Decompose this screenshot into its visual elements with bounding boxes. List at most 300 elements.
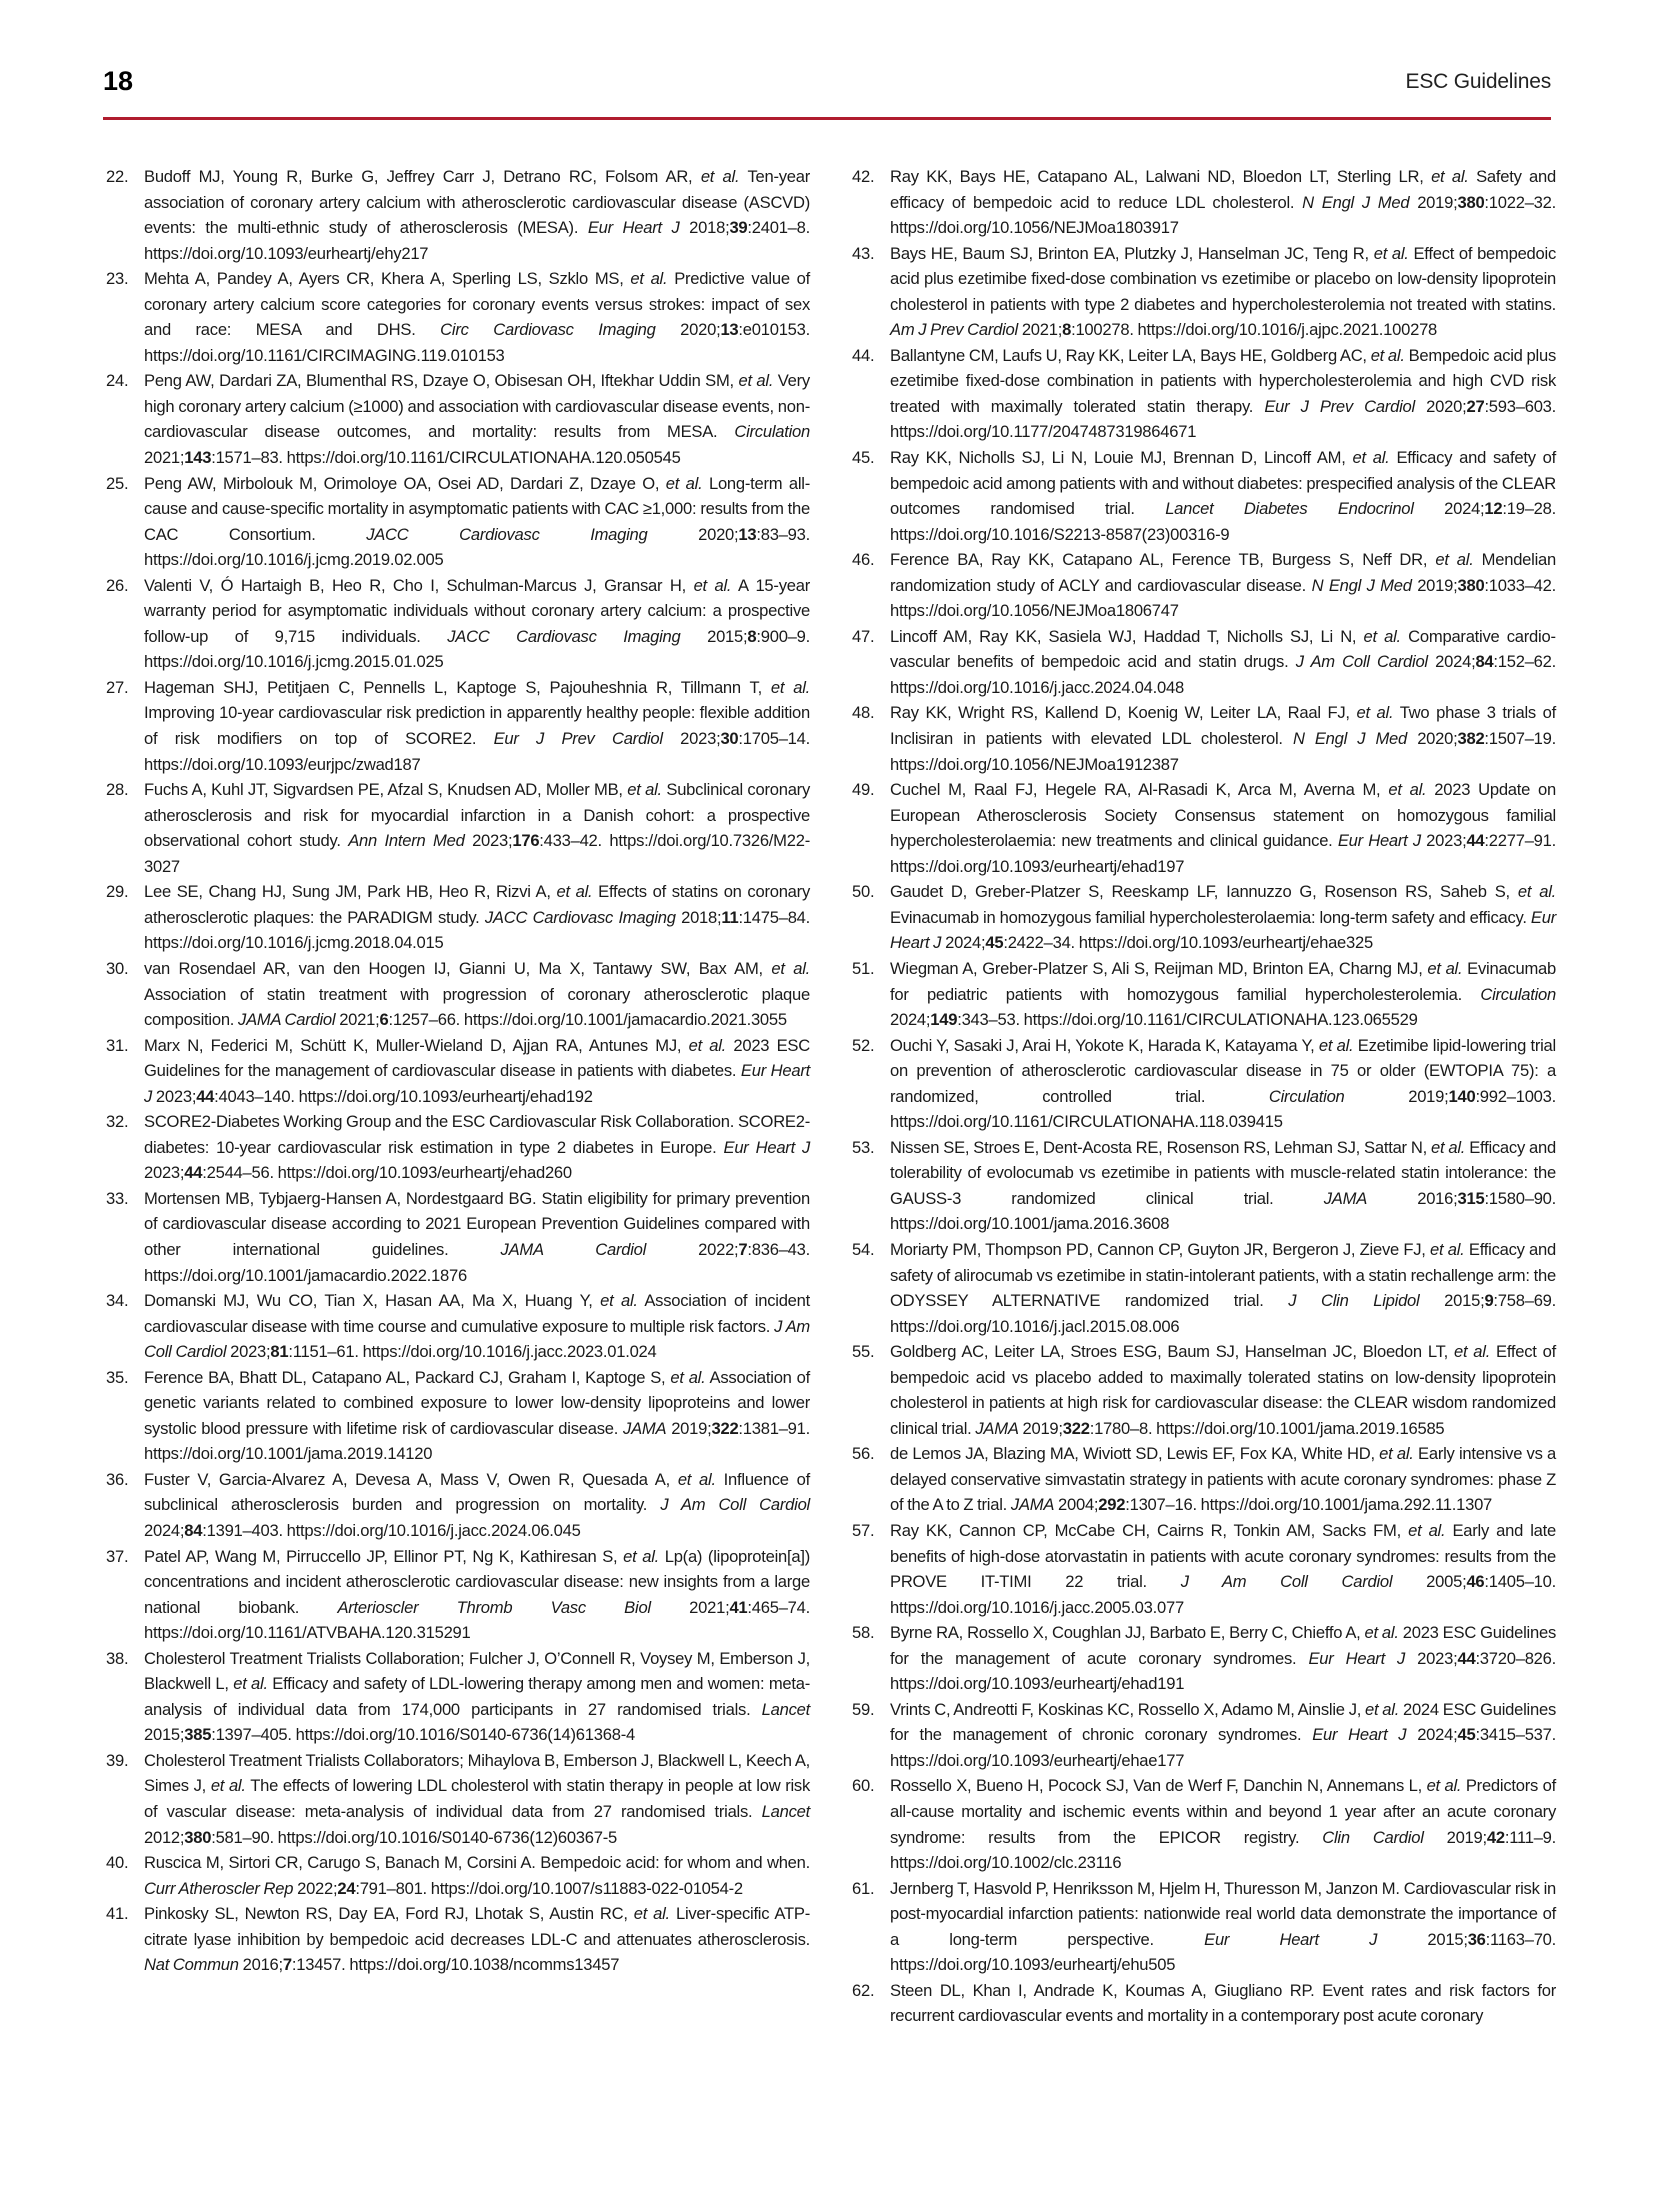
journal-or-etal-italic: et al. [210,1776,246,1796]
reference-segment: :3720–826. https://doi.org/10.1093/eurheartj/ehad191 [890,1648,1556,1694]
reference-segment: :791–801. https://doi.org/10.1007/s11883-022-01054-2 [355,1878,743,1898]
volume-bold: 42 [1486,1827,1505,1847]
reference-segment: 2019; [1409,192,1458,212]
reference-item [852,1441,1556,1518]
reference-segment: 2015; [1377,1929,1468,1949]
journal-or-etal-italic: et al. [1427,958,1463,978]
page-header [103,66,1551,106]
reference-segment: 2023 ESC Guidelines for the management of acute coronary syndromes. [890,1623,1556,1668]
reference-segment: :4043–140. https://doi.org/10.1093/eurheartj/ehad192 [214,1086,593,1106]
reference-text [890,627,1556,697]
volume-bold: 9 [1484,1291,1494,1311]
reference-number: 50. [852,882,875,902]
reference-text [890,703,1556,773]
reference-segment: :836–43. https://doi.org/10.1001/jamacardio.2022.1876 [144,1239,810,1285]
journal-or-etal-italic: Ann Intern Med [348,831,465,851]
reference-number: 42. [852,167,875,186]
reference-item [852,343,1556,445]
journal-or-etal-italic: JAMA [1010,1495,1055,1515]
reference-segment: :1033–42. https://doi.org/10.1056/NEJMoa1806747 [890,575,1556,621]
reference-segment: :1151–61. https://doi.org/10.1016/j.jacc.2023.01.024 [288,1342,657,1362]
reference-segment: 2019; [1018,1418,1063,1438]
reference-segment: Efficacy and safety of bempedoic acid among patients with and without diabetes: prespecified analysis of the CLEAR outcomes randomised trial. [890,448,1556,519]
volume-bold: 24 [337,1878,356,1898]
reference-segment: Ruscica M, Sirtori CR, Carugo S, Banach M, Corsini A. Bempedoic acid: for whom and when. [144,1853,810,1873]
reference-segment: Lp(a) (lipoprotein[a]) concentrations and incident atherosclerotic cardiovascular disease: new insights from a large national biobank. [144,1546,811,1617]
journal-or-etal-italic: J Am Coll Cardiol [1295,652,1428,672]
reference-number: 55. [852,1342,875,1362]
reference-segment: Association of incident cardiovascular disease with time course and cumulative exposure to multiple risk factors. [144,1291,810,1336]
reference-segment: :1257–66. https://doi.org/10.1001/jamacardio.2021.3055 [388,1010,787,1030]
reference-segment: Mendelian randomization study of ACLY and cardiovascular disease. [890,550,1556,595]
reference-text [144,371,810,467]
journal-or-etal-italic: Circulation [734,422,810,442]
reference-item [106,1467,810,1544]
reference-segment: Nissen SE, Stroes E, Dent-Acosta RE, Rosenson RS, Lehman SJ, Sattar N, [890,1137,1432,1157]
journal-or-etal-italic: et al. [1431,1137,1466,1157]
reference-text [144,959,810,1029]
reference-segment: 2016; [238,1955,283,1975]
reference-segment: Bays HE, Baum SJ, Brinton EA, Plutzky J, Hanselman JC, Teng R, [890,243,1374,263]
journal-or-etal-italic: et al. [1318,1035,1354,1055]
reference-item [106,1186,810,1288]
reference-segment: Ference BA, Ray KK, Catapano AL, Ference TB, Burgess S, Neff DR, [890,550,1436,570]
reference-number: 44. [852,345,875,365]
reference-number: 61. [852,1878,875,1898]
journal-or-etal-italic: et al. [1379,1444,1414,1464]
journal-or-etal-italic: N Engl J Med [1292,729,1408,749]
reference-segment: Goldberg AC, Leiter LA, Stroes ESG, Baum SJ, Hanselman JC, Bloedon LT, [890,1342,1454,1362]
reference-text [890,1240,1556,1336]
journal-or-etal-italic: et al. [1373,243,1409,263]
reference-text [144,678,810,774]
volume-bold: 27 [1466,396,1485,416]
reference-item [852,1033,1556,1135]
journal-or-etal-italic: JAMA [1323,1188,1368,1208]
reference-number: 31. [106,1035,129,1055]
journal-or-etal-italic: et al. [771,958,810,978]
reference-segment: Early and late benefits of high-dose atorvastatin in patients with acute coronary syndromes: results from the PROVE IT-TIMI 22 trial. [890,1520,1556,1592]
reference-segment: 2021; [1017,320,1063,340]
reference-segment: :1705–14. https://doi.org/10.1093/eurjpc/zwad187 [144,729,810,774]
reference-number: 43. [852,243,875,263]
reference-segment: Valenti V, Ó Hartaigh B, Heo R, Cho I, Schulman-Marcus J, Gransar H, [144,575,694,595]
journal-or-etal-italic: et al. [670,1367,706,1387]
reference-text [144,1649,810,1745]
reference-text [890,1036,1556,1132]
reference-item [852,1773,1556,1875]
reference-segment: 2020; [655,320,721,340]
reference-segment: 2023; [226,1342,271,1362]
reference-text [144,576,810,672]
reference-segment: Bempedoic acid plus ezetimibe fixed-dose combination in patients with hypercholesterolemia and high CVD risk treated with maximally tolerated statin therapy. [890,345,1556,416]
journal-or-etal-italic: Nat Commun [144,1955,239,1975]
reference-segment: :19–28. https://doi.org/10.1016/S2213-8587(23)00316-9 [890,499,1557,544]
journal-or-etal-italic: J Am Coll Cardiol [1180,1572,1393,1592]
journal-or-etal-italic: JACC Cardiovasc Imaging [366,524,648,544]
reference-segment: Association of statin treatment with progression of coronary atherosclerotic plaque composition. [144,984,810,1030]
reference-item [106,164,810,266]
journal-or-etal-italic: et al. [233,1674,268,1694]
reference-number: 36. [106,1469,129,1489]
reference-item [852,1237,1556,1339]
reference-segment: 2024; [1427,652,1476,672]
journal-or-etal-italic: Eur Heart J [723,1137,810,1157]
reference-segment: 2020; [1407,729,1458,749]
reference-text [144,1368,810,1464]
reference-segment: 2023; [152,1086,197,1106]
reference-segment: Hageman SHJ, Petitjaen C, Pennells L, Kaptoge S, Pajouheshnia R, Tillmann T, [144,677,771,697]
reference-number: 40. [106,1853,129,1873]
reference-segment: Ray KK, Nicholls SJ, Li N, Louie MJ, Brennan D, Lincoff AM, [890,448,1353,468]
volume-bold: 44 [1466,831,1485,851]
volume-bold: 84 [184,1520,203,1540]
reference-text [890,167,1556,237]
references-column-left [106,164,810,1978]
volume-bold: 45 [985,933,1004,953]
reference-number: 30. [106,958,129,978]
reference-segment: Subclinical coronary atherosclerosis and risk for myocardial infarction in a Danish cohort: a prospective observational cohort study. [144,780,810,851]
reference-segment: Efficacy and tolerability of evolocumab vs ezetimibe in patients with muscle-related statin intolerance: the GAUSS-3 randomized clinical trial. [890,1137,1556,1208]
reference-item [106,1288,810,1365]
reference-segment: 2023; [662,729,721,749]
reference-item [106,573,810,675]
reference-segment: Evinacumab in homozygous familial hypercholesterolaemia: long-term safety and efficacy. [890,907,1531,927]
reference-number: 33. [106,1188,129,1208]
reference-segment: 2019; [1411,575,1458,595]
reference-segment: Ouchi Y, Sasaki J, Arai H, Yokote K, Harada K, Katayama Y, [890,1035,1319,1055]
reference-number: 54. [852,1239,875,1259]
reference-segment: Jernberg T, Hasvold P, Henriksson M, Hjelm H, Thuresson M, Janzon M. Cardiovascular risk in post-myocardial infarction patients: nationwide real world data demonstrate the importance of a long-term perspective. [890,1878,1556,1949]
journal-or-etal-italic: et al. [1356,703,1394,723]
volume-bold: 46 [1466,1572,1485,1592]
reference-text [144,474,810,570]
reference-text [144,1189,810,1285]
journal-or-etal-italic: Circulation [1480,984,1556,1004]
reference-segment: Ray KK, Bays HE, Catapano AL, Lalwani ND, Bloedon LT, Sterling LR, [890,167,1432,186]
reference-segment: 2022; [293,1878,338,1898]
reference-segment: Byrne RA, Rossello X, Coughlan JJ, Barbato E, Berry C, Chieffo A, [890,1623,1365,1643]
reference-text [890,1138,1556,1234]
volume-bold: 8 [1062,320,1072,340]
journal-or-etal-italic: et al. [700,167,740,186]
reference-segment: :13457. https://doi.org/10.1038/ncomms13457 [291,1955,620,1975]
journal-or-etal-italic: JAMA Cardiol [500,1239,647,1259]
reference-item [852,1339,1556,1441]
reference-text [890,550,1556,620]
reference-segment: 2015; [680,626,748,646]
reference-segment: Patel AP, Wang M, Pirruccello JP, Ellinor PT, Ng K, Kathiresan S, [144,1546,624,1566]
reference-segment: Mehta A, Pandey A, Ayers CR, Khera A, Sperling LS, Szklo MS, [144,269,631,289]
reference-item [106,1850,810,1901]
reference-item [106,368,810,470]
reference-number: 26. [106,575,129,595]
reference-text [890,1623,1556,1693]
reference-segment: :1405–10. https://doi.org/10.1016/j.jacc.2005.03.077 [890,1572,1556,1617]
reference-number: 28. [106,780,129,800]
journal-or-etal-italic: et al. [1370,345,1405,365]
volume-bold: 11 [721,907,739,927]
reference-segment: A 15-year warranty period for asymptomatic individuals without coronary artery calcium: a prospective follow-up of 9,715 individuals. [144,575,810,646]
reference-number: 45. [852,448,875,468]
reference-segment: Improving 10-year cardiovascular risk prediction in apparently healthy people: flexible addition of risk modifiers on top of SCORE2. [144,703,810,749]
reference-segment: 2023; [1420,831,1467,851]
journal-or-etal-italic: et al. [665,473,703,493]
reference-item [106,1544,810,1646]
journal-or-etal-italic: J Am Coll Cardiol [660,1495,810,1515]
journal-or-etal-italic: et al. [677,1469,716,1489]
reference-number: 34. [106,1291,129,1311]
reference-item [852,700,1556,777]
reference-item [852,164,1556,241]
journal-or-etal-italic: Circulation [1268,1086,1345,1106]
journal-or-etal-italic: JAMA [975,1418,1019,1438]
reference-text [144,1547,810,1643]
reference-segment: Peng AW, Mirbolouk M, Orimoloye OA, Osei AD, Dardari Z, Dzaye O, [144,473,666,493]
reference-number: 58. [852,1623,875,1643]
reference-item [106,956,810,1033]
reference-segment: 2015; [144,1725,185,1745]
reference-segment: Comparative cardiovascular benefits of bempedoic acid and statin drugs. [890,626,1556,672]
volume-bold: 149 [930,1010,958,1030]
reference-segment: Ballantyne CM, Laufs U, Ray KK, Leiter LA, Bays HE, Goldberg AC, [890,345,1371,365]
reference-segment: 2024; [941,933,986,953]
journal-or-etal-italic: Clin Cardiol [1322,1827,1424,1847]
reference-segment: 2024; [1406,1725,1458,1745]
reference-segment: Moriarty PM, Thompson PD, Cannon CP, Guyton JR, Bergeron J, Zieve FJ, [890,1239,1431,1259]
reference-segment: 2021; [650,1597,730,1617]
reference-item [852,777,1556,879]
reference-segment: The effects of lowering LDL cholesterol with statin therapy in people at low risk of vascular disease: meta-analysis of individual data from 27 randomised trials. [144,1776,811,1821]
journal-or-etal-italic: et al. [1517,882,1557,902]
reference-number: 27. [106,677,129,697]
volume-bold: 315 [1457,1188,1485,1208]
reference-segment: Efficacy and safety of alirocumab vs ezetimibe in statin-intolerant patients, with a statin rechallenge arm: the ODYSSEY ALTERNATIVE randomized trial. [890,1239,1556,1311]
journal-or-etal-italic: Eur J Prev Cardiol [1264,396,1415,416]
journal-or-etal-italic: et al. [1364,1623,1399,1643]
reference-segment: :2544–56. https://doi.org/10.1093/eurheartj/ehad260 [202,1163,572,1183]
volume-bold: 13 [720,320,739,340]
reference-text [890,346,1556,442]
reference-segment: :2422–34. https://doi.org/10.1093/eurheartj/ehae325 [1003,933,1373,953]
reference-segment: :1507–19. https://doi.org/10.1056/NEJMoa1912387 [890,729,1556,774]
reference-text [144,882,810,952]
reference-segment: Fuchs A, Kuhl JT, Sigvardsen PE, Afzal S, Knudsen AD, Moller MB, [144,780,628,800]
journal-or-etal-italic: Eur Heart J [1308,1648,1406,1668]
volume-bold: 292 [1098,1495,1126,1515]
reference-segment: Ten-year association of coronary artery calcium with atherosclerotic cardiovascular disease (ASCVD) events: the multi-ethnic study of atherosclerosis (MESA). [144,167,810,238]
volume-bold: 36 [1467,1929,1486,1949]
journal-or-etal-italic: et al. [1435,550,1474,570]
volume-bold: 6 [379,1010,389,1030]
reference-item [852,879,1556,956]
reference-segment: Very high coronary artery calcium (≥1000) and association with cardiovascular disease events, non-cardiovascular disease outcomes, and mortality: results from MESA. [144,371,810,442]
volume-bold: 44 [196,1086,215,1106]
reference-item [852,624,1556,701]
reference-segment: 2019; [1344,1086,1449,1106]
references-column-right [852,164,1556,2029]
reference-segment: 2023; [464,831,513,851]
reference-number: 35. [106,1367,129,1387]
reference-segment: Ezetimibe lipid-lowering trial on prevention of atherosclerotic cardiovascular disease in 75 or older (EWTOPIA 75): a randomized, controlled trial. [890,1035,1556,1106]
reference-item [852,547,1556,624]
reference-item [852,241,1556,343]
journal-or-etal-italic: J Am Coll Cardiol [144,1316,810,1362]
reference-number: 56. [852,1444,875,1464]
reference-segment: :1475–84. https://doi.org/10.1016/j.jcmg.2018.04.015 [144,907,811,953]
volume-bold: 8 [747,626,757,646]
reference-text [144,1751,810,1847]
journal-or-etal-italic: JAMA Cardiol [238,1010,336,1030]
reference-segment: 2023; [144,1163,185,1183]
reference-segment: :100278. https://doi.org/10.1016/j.ajpc.2021.100278 [1071,320,1438,340]
journal-or-etal-italic: Eur Heart J [144,1061,810,1106]
reference-segment: 2005; [1392,1572,1467,1592]
journal-or-etal-italic: et al. [633,1904,670,1924]
journal-or-etal-italic: et al. [738,371,774,391]
header-rule [103,117,1551,120]
reference-segment: Evinacumab for pediatric patients with homozygous familial hypercholesterolemia. [890,958,1556,1004]
reference-item [852,1876,1556,1978]
running-title: ESC Guidelines [1405,70,1551,93]
reference-segment: :1397–405. https://doi.org/10.1016/S0140-6736(14)61368-4 [211,1725,635,1745]
reference-segment: 2020; [647,524,739,544]
journal-or-etal-italic: N Engl J Med [1311,575,1412,595]
reference-segment: 2016; [1367,1188,1458,1208]
journal-or-etal-italic: JACC Cardiovasc Imaging [484,907,676,927]
volume-bold: 143 [184,448,212,468]
journal-or-etal-italic: Eur Heart J [1312,1725,1407,1745]
journal-or-etal-italic: et al. [556,882,593,902]
reference-segment: :1780–8. https://doi.org/10.1001/jama.2019.16585 [1089,1418,1445,1438]
reference-item [106,266,810,368]
reference-segment: Gaudet D, Greber-Platzer S, Reeskamp LF, Iannuzzo G, Rosenson RS, Saheb S, [890,882,1518,902]
journal-or-etal-italic: Curr Atheroscler Rep [144,1878,294,1898]
reference-segment: Peng AW, Dardari ZA, Blumenthal RS, Dzaye O, Obisesan OH, Iftekhar Uddin SM, [144,371,739,391]
reference-segment: 2004; [1054,1495,1099,1515]
reference-text [144,269,810,365]
reference-segment: Two phase 3 trials of Inclisiran in patients with elevated LDL cholesterol. [890,703,1556,749]
journal-or-etal-italic: Am J Prev Cardiol [890,320,1018,340]
reference-number: 62. [852,1980,875,2000]
reference-text [144,1291,810,1361]
journal-or-etal-italic: et al. [1431,167,1469,186]
journal-or-etal-italic: Lancet Diabetes Endocrinol [1165,499,1414,519]
reference-item [106,1033,810,1110]
volume-bold: 39 [729,218,748,238]
reference-item [852,445,1556,547]
reference-number: 57. [852,1520,875,1540]
reference-item [106,675,810,777]
reference-segment: Predictive value of coronary artery calcium score categories for coronary events versus strokes: impact of sex and race: MESA and DHS. [144,269,810,340]
journal-or-etal-italic: Lancet [761,1699,810,1719]
reference-segment: :1571–83. https://doi.org/10.1161/CIRCULATIONAHA.120.050545 [211,448,681,468]
volume-bold: 44 [1457,1648,1476,1668]
volume-bold: 385 [184,1725,212,1745]
reference-number: 38. [106,1648,129,1668]
reference-segment: :3415–537. https://doi.org/10.1093/eurheartj/ehae177 [890,1725,1557,1770]
reference-item [106,471,810,573]
reference-number: 41. [106,1904,129,1924]
reference-segment: 2023 Update on European Atherosclerosis Society Consensus statement on homozygous familial hypercholesterolaemia: new treatments and clinical guidance. [890,780,1556,851]
journal-or-etal-italic: et al. [1408,1520,1446,1540]
reference-segment: :83–93. https://doi.org/10.1016/j.jcmg.2019.02.005 [144,524,810,570]
reference-item [852,1518,1556,1620]
reference-number: 52. [852,1035,875,1055]
reference-segment: Long-term all-cause and cause-specific mortality in asymptomatic patients with CAC ≥1,000: results from the CAC Consortium. [144,473,810,544]
reference-item [852,1697,1556,1774]
reference-text [890,1521,1556,1617]
volume-bold: 44 [184,1163,203,1183]
reference-segment: :343–53. https://doi.org/10.1161/CIRCULATIONAHA.123.065529 [957,1010,1418,1030]
reference-item [852,956,1556,1033]
journal-or-etal-italic: J Clin Lipidol [1288,1291,1420,1311]
reference-segment: Ference BA, Bhatt DL, Catapano AL, Packard CJ, Graham I, Kaptoge S, [144,1367,671,1387]
reference-item [852,1620,1556,1697]
reference-segment: :581–90. https://doi.org/10.1016/S0140-6736(12)60367-5 [211,1827,617,1847]
reference-segment: 2015; [1419,1291,1485,1311]
reference-number: 59. [852,1699,875,1719]
journal-or-etal-italic: Eur J Prev Cardiol [493,729,663,749]
reference-segment: Influence of subclinical atherosclerosis burden and progression on mortality. [144,1469,810,1515]
reference-segment: Liver-specific ATP-citrate lyase inhibition by bempedoic acid decreases LDL-C and attenuates atherosclerosis. [144,1904,810,1949]
reference-segment: Mortensen MB, Tybjaerg-Hansen A, Nordestgaard BG. Statin eligibility for primary prevention of cardiovascular disease according to 2021 European Prevention Guidelines compared with other international guidelines. [144,1188,810,1259]
reference-segment: 2024; [890,1010,931,1030]
journal-or-etal-italic: et al. [630,269,668,289]
reference-number: 37. [106,1546,129,1566]
volume-bold: 380 [1457,192,1485,212]
reference-text [144,1036,810,1106]
reference-text [890,1444,1556,1514]
reference-item [106,879,810,956]
reference-segment: Marx N, Federici M, Schütt K, Muller-Wieland D, Ajjan RA, Antunes MJ, [144,1035,689,1055]
reference-number: 39. [106,1750,129,1770]
page-number: 18 [103,66,134,96]
reference-segment: :1022–32. https://doi.org/10.1056/NEJMoa1803917 [890,192,1556,238]
journal-or-etal-italic: Eur Heart J [587,218,680,238]
reference-segment: Safety and efficacy of bempedoic acid to reduce LDL cholesterol. [890,167,1556,212]
volume-bold: 382 [1457,729,1485,749]
journal-or-etal-italic: et al. [600,1291,638,1311]
reference-text [890,1700,1556,1770]
reference-segment: :1163–70. https://doi.org/10.1093/eurheartj/ehu505 [890,1929,1557,1975]
journal-or-etal-italic: Circ Cardiovasc Imaging [440,320,656,340]
reference-segment: 2021; [144,448,185,468]
reference-text [144,780,810,876]
journal-or-etal-italic: Eur Heart J [1337,831,1421,851]
reference-segment: Early intensive vs a delayed conservative simvastatin strategy in patients with acute coronary syndromes: phase Z of the A to Z trial. [890,1444,1556,1515]
reference-segment: Vrints C, Andreotti F, Koskinas KC, Rossello X, Adamo M, Ainslie J, [890,1699,1366,1719]
reference-number: 46. [852,550,875,570]
reference-number: 24. [106,371,129,391]
reference-segment: Effects of statins on coronary atherosclerotic plaques: the PARADIGM study. [144,882,810,927]
volume-bold: 176 [512,831,540,851]
reference-segment: 2012; [144,1827,185,1847]
journal-or-etal-italic: et al. [1388,780,1427,800]
volume-bold: 30 [720,729,739,749]
reference-segment: :433–42. https://doi.org/10.7326/M22-3027 [144,831,810,876]
volume-bold: 12 [1484,499,1503,519]
journal-or-etal-italic: JACC Cardiovasc Imaging [447,626,681,646]
journal-or-etal-italic: Eur Heart J [1204,1929,1378,1949]
volume-bold: 45 [1457,1725,1476,1745]
reference-segment: 2018; [679,218,730,238]
reference-number: 29. [106,882,129,902]
volume-bold: 7 [282,1955,292,1975]
reference-segment: Predictors of all-cause mortality and ischemic events within and beyond 1 year after an acute coronary syndrome: results from the EPICOR registry. [890,1776,1556,1847]
reference-segment: Domanski MJ, Wu CO, Tian X, Hasan AA, Ma X, Huang Y, [144,1291,601,1311]
reference-segment: 2018; [675,907,722,927]
